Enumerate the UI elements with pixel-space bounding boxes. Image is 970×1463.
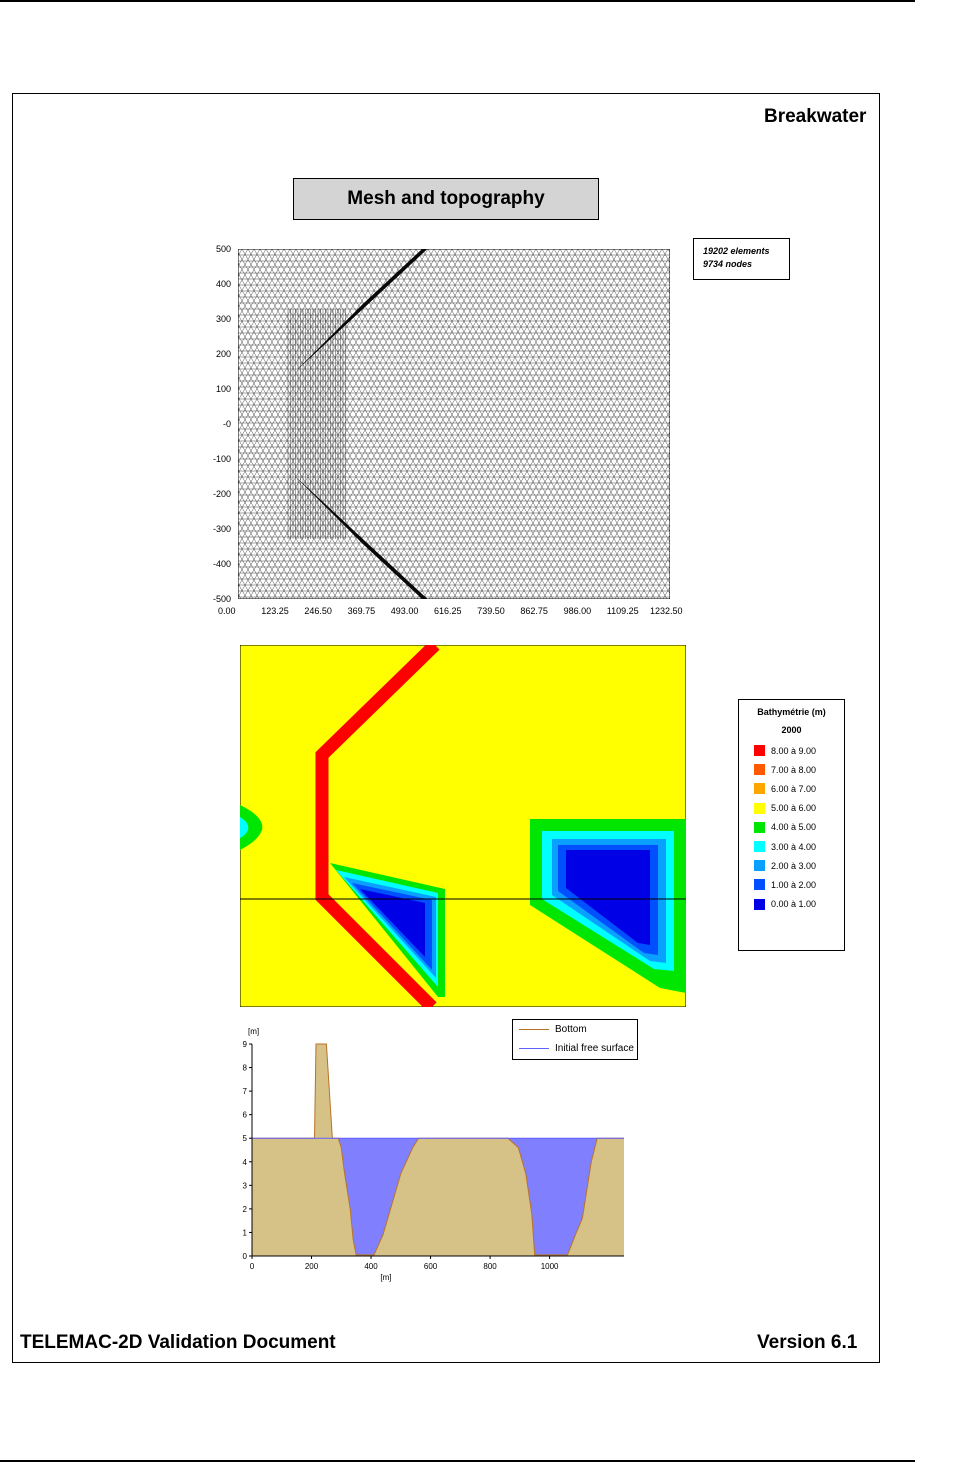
legend-label: 6.00 à 7.00	[771, 783, 817, 794]
legend-entry	[739, 741, 844, 760]
legend-label: 1.00 à 2.00	[771, 879, 817, 890]
legend-swatch	[754, 899, 765, 910]
legend-entry	[739, 760, 844, 779]
mesh-y-axis	[195, 244, 235, 604]
legend-swatch	[754, 879, 765, 890]
legend-entry	[739, 799, 844, 818]
legend-entry	[739, 818, 844, 837]
mesh-x-tick: 246.50	[304, 606, 332, 616]
legend-swatch	[754, 860, 765, 871]
footer-version: Version 6.1	[757, 1332, 858, 1353]
mesh-x-tick: 1232.50	[650, 606, 683, 616]
mesh-info-box	[693, 238, 790, 280]
x-tick-label: 200	[304, 1262, 319, 1271]
profile-legend	[512, 1019, 638, 1060]
bathymetry-legend	[738, 699, 845, 951]
legend-swatch	[754, 803, 765, 814]
y-tick-label: 6	[242, 1110, 247, 1120]
mesh-x-tick: 369.75	[347, 606, 376, 616]
bathymetry-map	[240, 645, 686, 1007]
mesh-y-tick: 500	[215, 244, 231, 254]
legend-swatch	[754, 783, 765, 794]
mesh-x-axis	[220, 606, 700, 620]
mesh-y-tick: -300	[212, 524, 231, 534]
mesh-y-tick: -400	[212, 559, 231, 569]
mesh-y-tick: -500	[212, 594, 231, 604]
legend-entry	[739, 779, 844, 798]
profile-legend-bottom	[513, 1020, 637, 1039]
legend-swatch	[754, 745, 765, 756]
mesh-x-tick: 1109.25	[606, 606, 639, 616]
y-tick-label: 9	[242, 1040, 247, 1049]
y-tick-label: 0	[242, 1252, 247, 1261]
mesh-y-tick: -100	[212, 454, 231, 464]
legend-label: 5.00 à 6.00	[771, 803, 817, 814]
bottom-legend-line	[519, 1029, 549, 1030]
mesh-x-tick: 123.25	[261, 606, 289, 616]
legend-label: 2.00 à 3.00	[771, 860, 817, 871]
legend-label: 3.00 à 4.00	[771, 841, 817, 852]
y-tick-label: 5	[242, 1134, 247, 1144]
y-tick-label: 7	[242, 1087, 247, 1097]
top-rule	[0, 0, 915, 2]
y-tick-label: 3	[242, 1181, 247, 1191]
footer-document-title: TELEMAC-2D Validation Document	[20, 1332, 336, 1353]
mesh-y-tick: -0	[222, 419, 231, 429]
legend-label: 7.00 à 8.00	[771, 764, 817, 775]
legend-label: 0.00 à 1.00	[771, 899, 817, 910]
x-tick-label: 600	[423, 1262, 438, 1271]
bathymetry-legend-year: 2000	[781, 725, 802, 735]
mesh-elements-count: 19202 elements	[703, 246, 770, 256]
surface-legend-label: Initial free surface	[555, 1043, 634, 1054]
header-label: Breakwater	[764, 106, 867, 127]
y-tick-label: 1	[242, 1228, 247, 1238]
x-tick-label: 1000	[540, 1262, 559, 1271]
legend-entry	[739, 837, 844, 856]
x-tick-label: 0	[249, 1262, 255, 1271]
mesh-plot	[238, 249, 670, 599]
legend-swatch	[754, 764, 765, 775]
mesh-x-tick: 862.75	[520, 606, 548, 616]
legend-swatch	[754, 841, 765, 852]
legend-label: 8.00 à 9.00	[771, 745, 817, 756]
mesh-nodes-count: 9734 nodes	[703, 259, 753, 269]
mesh-y-tick: 400	[215, 279, 231, 289]
bottom-rule	[0, 1460, 915, 1462]
legend-entry	[739, 856, 844, 875]
mesh-title: Mesh and topography	[293, 178, 599, 220]
profile-legend-surface	[513, 1039, 637, 1058]
legend-entry	[739, 895, 844, 914]
y-tick-label: 4	[242, 1157, 247, 1167]
mesh-x-tick: 986.00	[563, 606, 592, 616]
mesh-y-tick: 200	[215, 349, 231, 359]
legend-entry	[739, 875, 844, 894]
x-tick-label: 800	[483, 1262, 497, 1271]
x-tick-label: 400	[364, 1262, 378, 1271]
x-axis-label: [m]	[380, 1273, 392, 1282]
mesh-x-tick: 493.00	[390, 606, 419, 616]
mesh-x-tick: 0.00	[218, 606, 236, 616]
y-tick-label: 8	[242, 1063, 247, 1073]
legend-swatch	[754, 822, 765, 833]
bottom-legend-label: Bottom	[555, 1024, 587, 1035]
y-axis-label: [m]	[248, 1027, 260, 1036]
mesh-y-tick: -200	[212, 489, 231, 499]
surface-legend-line	[519, 1048, 549, 1049]
bathymetry-legend-title: Bathymétrie (m)	[757, 707, 826, 717]
legend-label: 4.00 à 5.00	[771, 822, 817, 833]
mesh-x-tick: 739.50	[477, 606, 505, 616]
mesh-x-tick: 616.25	[434, 606, 462, 616]
y-tick-label: 2	[242, 1204, 247, 1214]
mesh-y-tick: 100	[215, 384, 231, 394]
mesh-y-tick: 300	[215, 314, 231, 324]
